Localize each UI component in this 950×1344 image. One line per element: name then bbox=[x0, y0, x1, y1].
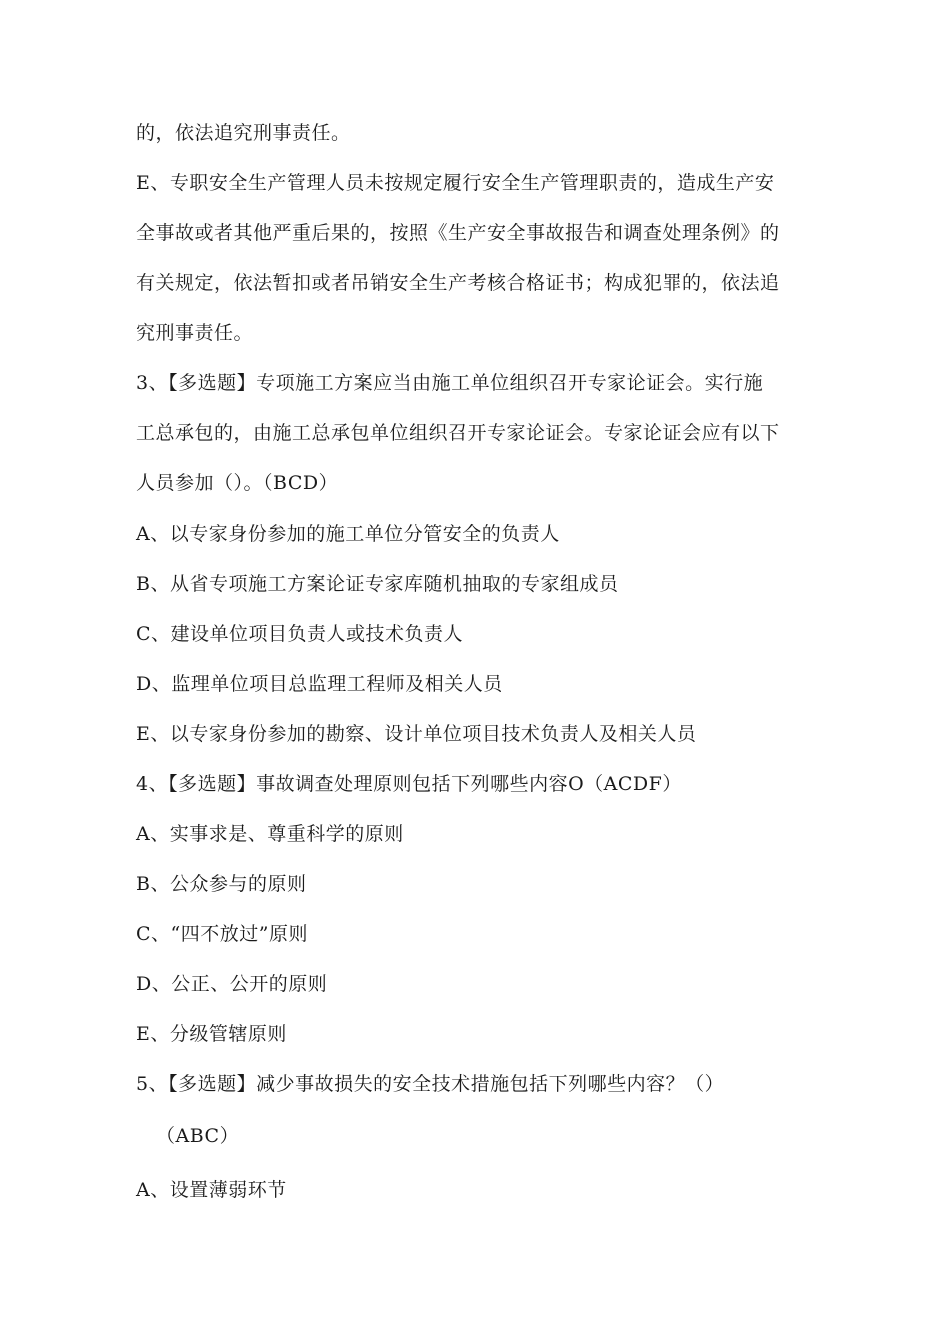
option-c: C、建设单位项目负责人或技术负责人 bbox=[136, 623, 464, 645]
option-a: A、实事求是、尊重科学的原则 bbox=[136, 823, 404, 845]
text-line: 全事故或者其他严重后果的，按照《生产安全事故报告和调查处理条例》的 bbox=[136, 222, 780, 244]
question-3-answer: 人员参加（）。（BCD） bbox=[136, 472, 339, 494]
text-line: 的，依法追究刑事责任。 bbox=[136, 122, 351, 144]
question-5: 5、【多选题】减少事故损失的安全技术措施包括下列哪些内容？（） bbox=[136, 1073, 725, 1095]
question-3-text: 工总承包的，由施工总承包单位组织召开专家论证会。专家论证会应有以下 bbox=[136, 422, 780, 444]
option-d: D、公正、公开的原则 bbox=[136, 973, 328, 995]
option-c: C、“四不放过”原则 bbox=[136, 923, 308, 945]
option-e: E、以专家身份参加的勘察、设计单位项目技术负责人及相关人员 bbox=[136, 723, 697, 745]
option-a: A、以专家身份参加的施工单位分管安全的负责人 bbox=[136, 523, 560, 545]
option-e: E、分级管辖原则 bbox=[136, 1023, 287, 1045]
question-4: 4、【多选题】事故调查处理原则包括下列哪些内容O（ACDF） bbox=[136, 773, 682, 795]
text-line: 有关规定，依法暂扣或者吊销安全生产考核合格证书；构成犯罪的，依法追 bbox=[136, 272, 780, 294]
option-b: B、公众参与的原则 bbox=[136, 873, 307, 895]
text-line: 究刑事责任。 bbox=[136, 322, 254, 344]
question-5-answer: （ABC） bbox=[156, 1125, 240, 1147]
option-d: D、监理单位项目总监理工程师及相关人员 bbox=[136, 673, 503, 695]
option-a: A、设置薄弱环节 bbox=[136, 1179, 287, 1201]
question-3: 3、【多选题】专项施工方案应当由施工单位组织召开专家论证会。实行施 bbox=[136, 372, 764, 394]
option-e-line: E、专职安全生产管理人员未按规定履行安全生产管理职责的，造成生产安 bbox=[136, 172, 775, 194]
option-b: B、从省专项施工方案论证专家库随机抽取的专家组成员 bbox=[136, 573, 619, 595]
